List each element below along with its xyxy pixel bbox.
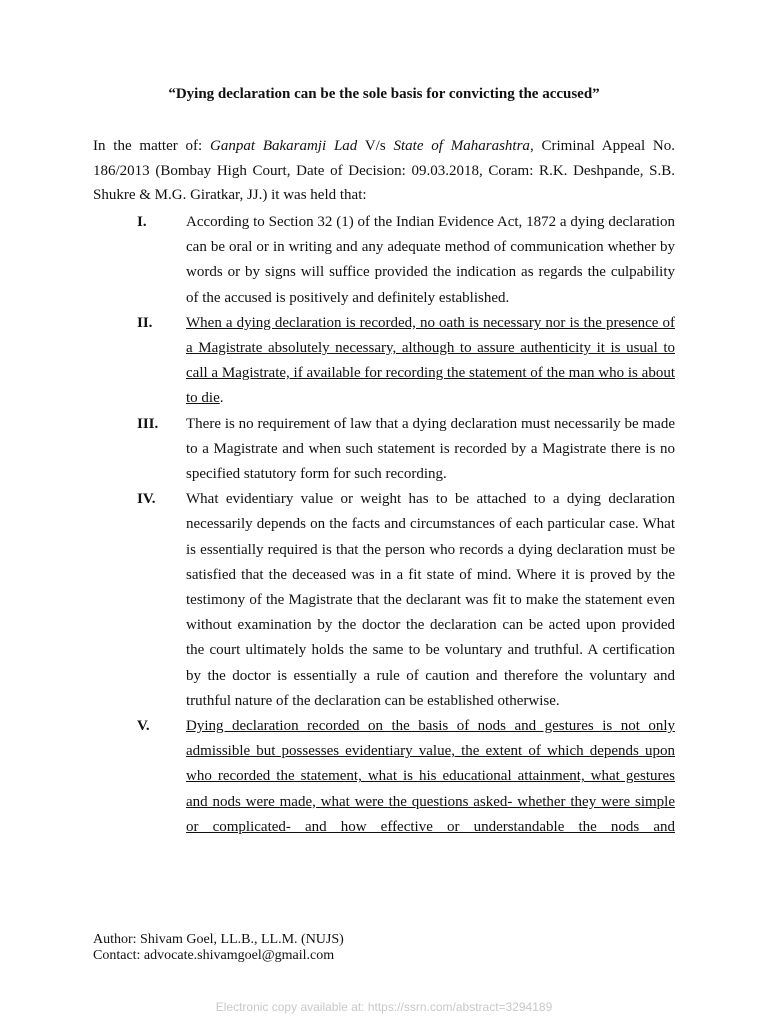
- intro-prefix: In the matter of:: [93, 138, 211, 154]
- list-item: [137, 210, 675, 311]
- author-line: Author: Shivam Goel, LL.B., LL.M. (NUJS): [93, 932, 344, 947]
- item-number: V.: [137, 718, 150, 735]
- document-title: “Dying declaration can be the sole basis for convicting the accused”: [168, 86, 600, 102]
- list-item: [137, 311, 675, 412]
- item-number: II.: [137, 314, 153, 331]
- holdings-list: [137, 210, 675, 840]
- item-text: What evidentiary value or weight has to be attached to a dying declaration necessarily depends on the facts and circumstances of each particular case. What is essentially required is that the person who records a dying declaration must be satisfied that the deceased was in a fit state of mind. Where it is proved by the testimony of the Magistrate that the declarant was fit to make the statement even without examination by the doctor the declaration can be acted upon provided the court ultimately holds the same to be voluntary and truthful. A certification by the doctor is essentially a rule of caution and therefore the voluntary and truthful nature of the declaration can be established otherwise.: [186, 491, 675, 709]
- item-suffix: .: [219, 390, 224, 407]
- ssrn-watermark: Electronic copy available at: https://ssrn.com/abstract=3294189: [215, 1000, 553, 1014]
- list-item: [137, 412, 675, 488]
- intro-paragraph: [93, 134, 675, 208]
- item-number: I.: [137, 214, 147, 230]
- item-number: IV.: [137, 491, 156, 508]
- item-text: There is no requirement of law that a dying declaration must necessarily be made to a Magistrate and when such statement is recorded by a Magistrate there is no specified statutory form for such recording.: [186, 415, 675, 483]
- party-appellant: Ganpat Bakaramji Lad: [210, 138, 358, 154]
- item-text: [186, 311, 675, 412]
- party-respondent: State of Maharashtra: [393, 138, 530, 154]
- versus-text: V/s: [357, 138, 394, 154]
- item-number: III.: [137, 415, 159, 432]
- item-text: According to Section 32 (1) of the Indian Evidence Act, 1872 a dying declaration can be oral or in writing and any adequate method of communication whether by words or by signs will suffice provided the indication as regards the culpability of the accused is positively and definitely established.: [186, 214, 675, 306]
- underlined-text: When a dying declaration is recorded, no oath is necessary nor is the presence of a Magistrate absolutely necessary, although to assure authenticity it is usual to call a Magistrate, if available for recording the statement of the man who is about to die: [186, 314, 675, 407]
- list-item: [137, 714, 675, 840]
- contact-line: Contact: advocate.shivamgoel@gmail.com: [93, 948, 335, 963]
- item-text: Dying declaration recorded on the basis of nods and gestures is not only admissible but possesses evidentiary value, the extent of which depends upon who recorded the statement, what is his educational attainment, what gestures and nods were made, what were the questions asked- whether they were simple or complicated- and how effective or understandable the nods and: [186, 718, 675, 835]
- author-footer: [93, 932, 344, 964]
- list-item: [137, 487, 675, 714]
- intro-citation: , Criminal Appeal No. 186/2013 (Bombay High Court, Date of Decision: 09.03.2018, Coram: R.K. Deshpande, S.B. Shukre & M.G. Giratkar, JJ.) it was held that:: [93, 138, 675, 203]
